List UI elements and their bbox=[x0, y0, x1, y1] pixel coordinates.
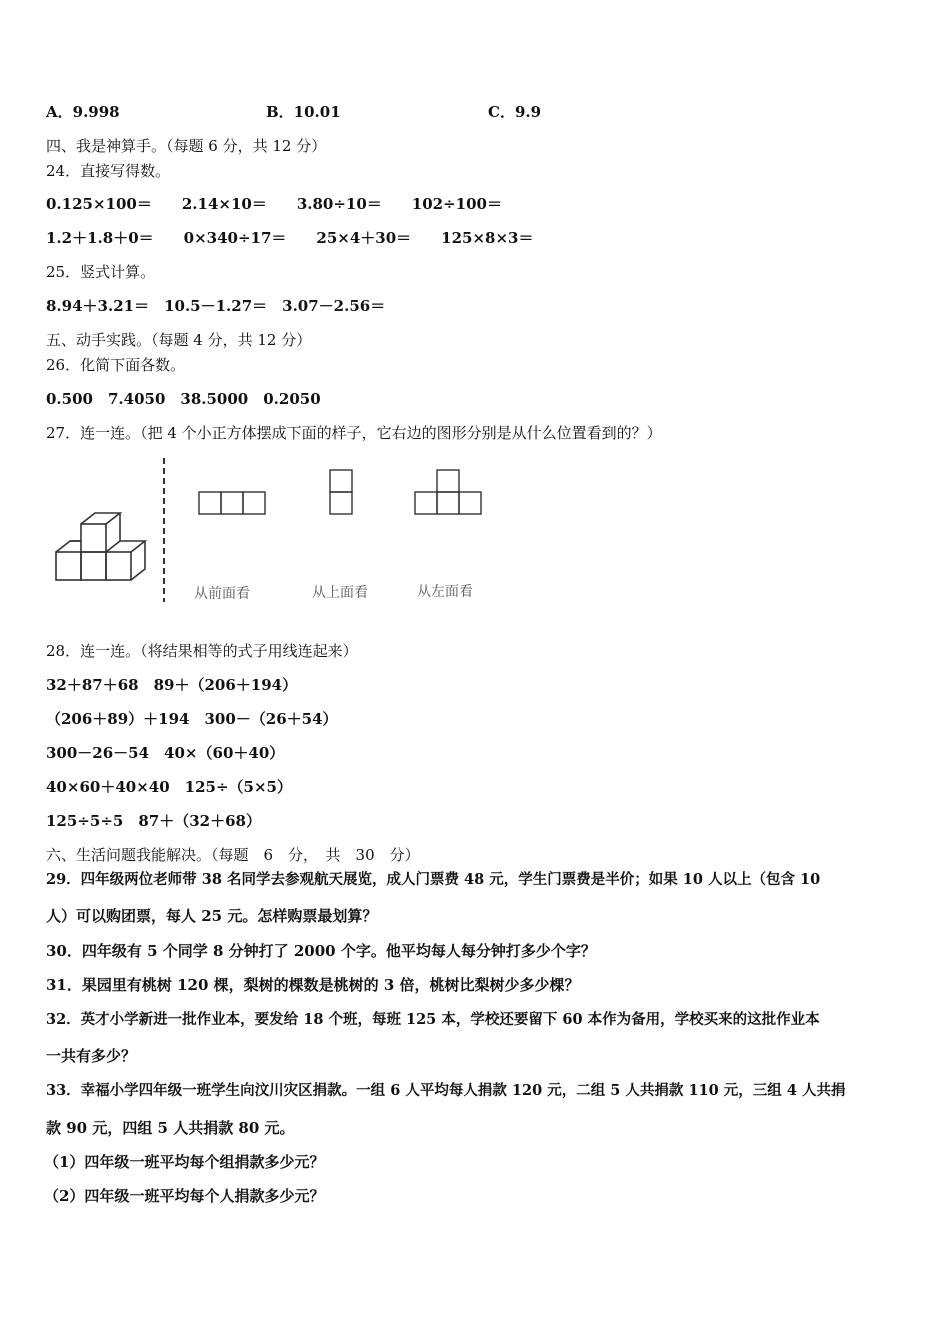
q29-line-1: 29．四年级两位老师带 38 名同学去参观航天展览，成人门票费 48 元，学生门票费是半价；如果 10 人以上（包含 10 bbox=[46, 871, 821, 888]
front-view-shape bbox=[199, 492, 265, 514]
view-label-front: 从前面看 bbox=[194, 586, 250, 602]
q26-title: 26．化简下面各数。 bbox=[46, 356, 186, 374]
option-b: B．10.01 bbox=[266, 103, 341, 121]
q32-line-2: 一共有多少？ bbox=[46, 1047, 137, 1065]
q33-sub-2: （2）四年级一班平均每个人捐款多少元？ bbox=[44, 1187, 325, 1205]
q26-row: 0.500 7.4050 38.5000 0.2050 bbox=[46, 390, 321, 408]
q28-title: 28．连一连。（将结果相等的式子用线连起来） bbox=[46, 642, 358, 660]
section-6-heading: 六、生活问题我能解决。（每题 6 分， 共 30 分） bbox=[46, 846, 420, 864]
section-4-heading: 四、我是神算手。（每题 6 分，共 12 分） bbox=[46, 137, 327, 155]
q28-row-2: （206＋89）＋194 300－（26＋54） bbox=[46, 710, 338, 728]
option-a: A．9.998 bbox=[46, 103, 120, 121]
q28-row-5: 125÷5÷5 87＋（32＋68） bbox=[46, 812, 261, 830]
view-label-left: 从左面看 bbox=[417, 584, 473, 600]
q28-row-1: 32＋87＋68 89＋（206＋194） bbox=[46, 676, 298, 694]
option-c: C．9.9 bbox=[488, 103, 542, 121]
q32-line-1: 32．英才小学新进一批作业本，要发给 18 个班，每班 125 本，学校还要留下 60 本作为备用，学校买来的这批作业本 bbox=[46, 1011, 820, 1028]
q29-line-2: 人）可以购团票，每人 25 元。怎样购票最划算？ bbox=[46, 907, 378, 925]
q24-row-2: 1.2＋1.8＋0＝ 0×340÷17＝ 25×4＋30＝ 125×8×3＝ bbox=[46, 229, 534, 247]
q24-title: 24．直接写得数。 bbox=[46, 162, 171, 180]
q24-row-1: 0.125×100＝ 2.14×10＝ 3.80÷10＝ 102÷100＝ bbox=[46, 195, 502, 213]
q31: 31．果园里有桃树 120 棵，梨树的棵数是桃树的 3 倍，桃树比梨树少多少棵？ bbox=[46, 976, 580, 994]
q30: 30．四年级有 5 个同学 8 分钟打了 2000 个字。他平均每人每分钟打多少个字？ bbox=[46, 942, 596, 960]
q33-line-1: 33．幸福小学四年级一班学生向汶川灾区捐款。一组 6 人平均每人捐款 120 元，二组 5 人共捐款 110 元，三组 4 人共捐 bbox=[46, 1082, 846, 1099]
q33-sub-1: （1）四年级一班平均每个组捐款多少元？ bbox=[44, 1153, 325, 1171]
q25-row: 8.94＋3.21＝ 10.5－1.27＝ 3.07－2.56＝ bbox=[46, 297, 386, 315]
top-view-shape bbox=[330, 470, 352, 514]
cube-stack-drawing bbox=[56, 513, 145, 580]
view-label-top: 从上面看 bbox=[312, 585, 368, 601]
q27-title: 27．连一连。（把 4 个小正方体摆成下面的样子，它右边的图形分别是从什么位置看到的？） bbox=[46, 424, 662, 442]
section-5-heading: 五、动手实践。（每题 4 分，共 12 分） bbox=[46, 331, 312, 349]
q33-line-2: 款 90 元，四组 5 人共捐款 80 元。 bbox=[46, 1119, 295, 1137]
cube-views-figure bbox=[46, 452, 506, 612]
q28-row-4: 40×60＋40×40 125÷（5×5） bbox=[46, 778, 292, 796]
q25-title: 25．竖式计算。 bbox=[46, 263, 156, 281]
left-view-shape bbox=[415, 470, 481, 514]
q28-row-3: 300－26－54 40×（60＋40） bbox=[46, 744, 285, 762]
